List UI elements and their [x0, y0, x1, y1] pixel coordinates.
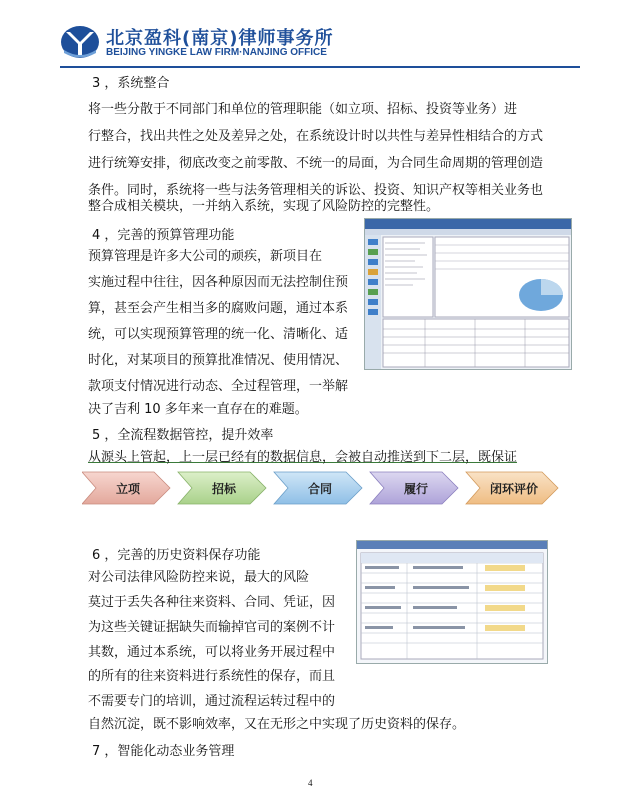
section-4-line-1: 预算管理是许多大公司的顽疾，新项目在 [88, 249, 323, 264]
section-4-line-4: 统，可以实现预算管理的统一化、清晰化、适 [88, 327, 349, 342]
section-4-line-6: 款项支付情况进行动态、全过程管理，一举解 [88, 379, 349, 394]
section-7-title: 7 ，智能化动态业务管理 [92, 744, 235, 759]
section-4-line-2: 实施过程中往往，因各种原因而无法控制住预 [88, 275, 349, 290]
section-4-title: 4 ，完善的预算管理功能 [92, 228, 235, 243]
flow-step-3-label: 合同 [307, 482, 333, 496]
section-6-line-5: 的所有的往来资料进行系统性的保存，而且 [88, 669, 336, 684]
section-6-line-3: 为这些关键证据缺失而输掉官司的案例不计 [88, 620, 336, 635]
section-3-line-1: 将一些分散于不同部门和单位的管理职能（如立项、招标、投资等业务）进 [88, 102, 518, 117]
flow-step-2-label: 招标 [211, 482, 237, 496]
flow-step-4 [370, 472, 458, 504]
section-6-line-7: 自然沉淀，既不影响效率，又在无形之中实现了历史资料的保存。 [88, 717, 466, 732]
flow-step-5 [466, 472, 558, 504]
flow-step-2 [178, 472, 266, 504]
letterhead [60, 22, 580, 66]
section-4-line-3: 算，甚至会产生相当多的腐败问题，通过本系 [88, 301, 349, 316]
section-3-title: 3 ，系统整合 [92, 76, 170, 91]
flow-step-4-label: 履行 [403, 482, 429, 496]
flow-step-5-label: 闭环评价 [489, 482, 539, 496]
section-6-line-6: 不需要专门的培训，通过流程运转过程中的 [88, 694, 336, 709]
section-3-line-4: 条件。同时，系统将一些与法务管理相关的诉讼、投资、知识产权等相关业务也 [88, 183, 544, 198]
header-divider [60, 66, 580, 68]
process-flow [82, 470, 562, 506]
section-5-line-1: 从源头上管起，上一层已经有的数据信息，会被自动推送到下二层，既保证 [88, 450, 518, 465]
flow-step-1 [82, 472, 170, 504]
section-6-title: 6 ，完善的历史资料保存功能 [92, 548, 261, 563]
section-3-line-2: 行整合，找出共性之处及差异之处，在系统设计时以共性与差异性相结合的方式 [88, 129, 544, 144]
page-number: 4 [308, 778, 313, 788]
records-software-screenshot [356, 540, 548, 664]
section-3-line-5: 整合成相关模块，一并纳入系统，实现了风险防控的完整性。 [88, 199, 440, 214]
section-4-line-5: 时化，对某项目的预算批准情况、使用情况、 [88, 353, 349, 368]
section-4-line-7: 决了吉利 10 多年来一直存在的难题。 [88, 402, 308, 417]
flow-step-1-label: 立项 [115, 482, 141, 496]
budget-software-screenshot [364, 218, 572, 370]
section-6-line-1: 对公司法律风险防控来说，最大的风险 [88, 570, 310, 585]
firm-name-en: BEIJING YINGKE LAW FIRM·NANJING OFFICE [106, 47, 327, 58]
section-3-line-3: 进行统筹安排，彻底改变之前零散、不统一的局面，为合同生命周期的管理创造 [88, 156, 544, 171]
firm-logo-icon [60, 24, 100, 60]
section-5-title: 5 ，全流程数据管控，提升效率 [92, 428, 274, 443]
flow-step-3 [274, 472, 362, 504]
section-6-line-2: 莫过于丢失各种往来资料、合同、凭证，因 [88, 595, 336, 610]
firm-name-cn: 北京盈科(南京)律师事务所 [106, 28, 334, 49]
section-6-line-4: 其数，通过本系统，可以将业务开展过程中 [88, 645, 336, 660]
